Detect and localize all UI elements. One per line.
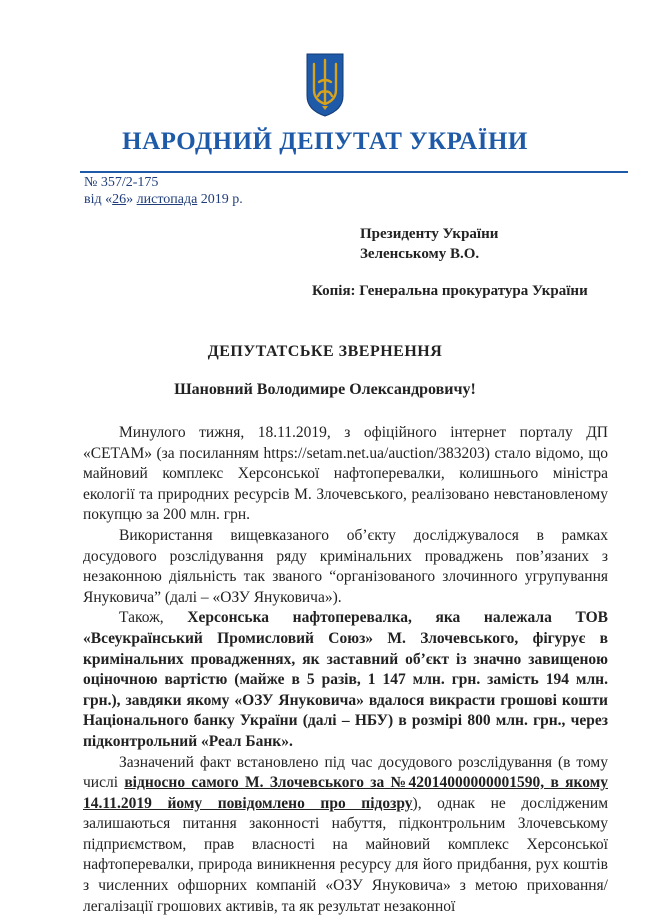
trident-emblem-icon (305, 52, 345, 118)
paragraph-2: Використання вищевказаного об’єкту досліджувалося в рамках досудового розслідування ряду кримінальних проваджень пов’язаних з незаконною діяльність так званого “організованого злочинного угрупування Януковича” (далі – «ОЗУ Януковича»). (83, 526, 608, 606)
addressee-name: Зеленському В.О. (360, 246, 480, 262)
addressee-title: Президенту України (360, 226, 499, 242)
letter-body (83, 423, 608, 917)
date-day: 26 (112, 192, 127, 207)
document-title: ДЕПУТАТСЬКЕ ЗВЕРНЕННЯ (207, 343, 443, 360)
paragraph-3-bold: Херсонська нафтоперевалка, яка належала ТОВ «Всеукраїнський Промисловий Союз» М. Злочевського, фігурує в кримінальних провадженнях, як заставний об’єкт із значно завищеною оціночною вартістю (майже в 5 разів, 1 147 млн. грн. замість 194 млн. грн.), завдяки якому «ОЗУ Януковича» вдалося викрасти грошові кошти Національного банку України (далі – НБУ) в розмірі 800 млн. грн., через підконтрольний «Реал Банк». (83, 609, 609, 750)
header-title: НАРОДНИЙ ДЕПУТАТ УКРАЇНИ (122, 128, 528, 155)
document-number: № 357/2-175 (84, 175, 159, 190)
date-month: листопада (136, 192, 198, 207)
copy-recipient: Копія: Генеральна прокуратура України (312, 283, 588, 299)
paragraph-1: Минулого тижня, 18.11.2019, з офіційного інтернет порталу ДП «СЕТАМ» (за посиланням https://setam.net.ua/auction/383203) стало відомо, що майновий комплекс Херсонської нафтоперевалки, колишнього міністра екології та природних ресурсів М. Злочевського, реалізовано невстановленому покупцю за 200 млн. грн. (83, 424, 608, 524)
paragraph-3: Також, Херсонська нафтоперевалка, яка належала ТОВ «Всеукраїнський Промисловий Союз» М. Злочевського, фігурує в кримінальних провадженнях, як заставний об’єкт із значно завищеною оціночною вартістю (майже в 5 разів, 1 147 млн. грн. замість 194 млн. грн.), завдяки якому «ОЗУ Януковича» вдалося викрасти грошові кошти Національного банку України (далі – НБУ) в розмірі 800 млн. грн., через підконтрольний «Реал Банк». (83, 609, 609, 750)
document-date: від «26» листопада 2019 р. (84, 192, 243, 207)
greeting: Шановний Володимире Олександровичу! (174, 381, 476, 398)
header-divider (80, 171, 628, 173)
paragraph-4: Зазначений факт встановлено під час досудового розслідування (в тому числі відносно самого М. Злочевського за №42014000000001590, в якому 14.11.2019 йому повідомлено про підозру), однак не дослідженим залишаються питання законності набуття, підконтрольним Злочевському підприємством, прав власності на майновий комплекс Херсонської нафтоперевалки, природа виникнення ресурсу для його придбання, рух коштів з численних офшорних компаній «ОЗУ Януковича» з метою приховання/легалізації грошових активів, та як результат незаконної (83, 753, 608, 915)
paragraph-4-bold-underline: відносно самого М. Злочевського за №42014000000001590, в якому 14.11.2019 йому повідомлено про підозру (83, 774, 608, 812)
